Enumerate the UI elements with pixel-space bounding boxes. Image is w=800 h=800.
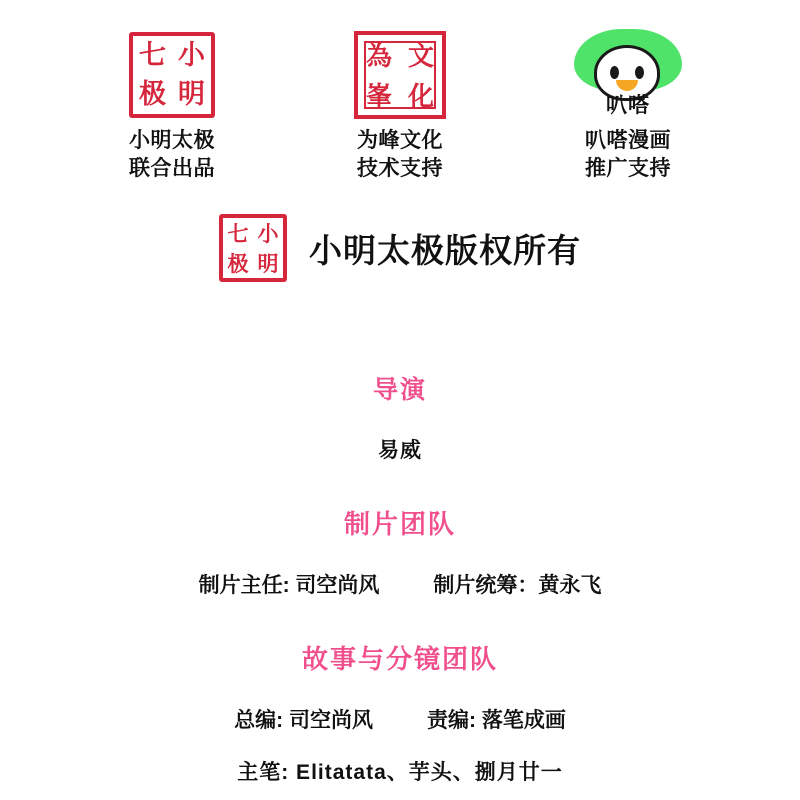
logo-caption-bada (585, 127, 671, 182)
credits-story-role-0: 总编: 司空尚风 (234, 709, 373, 733)
copyright-text: 小明太极版权所有 (309, 231, 581, 269)
logo-block-bada (553, 22, 703, 182)
copyright-row (0, 214, 800, 282)
green-blob-face (568, 29, 688, 121)
blob-eye-right (635, 66, 644, 79)
credits-story-roles (0, 704, 800, 734)
credits-heading-story-team: 故事与分镜团队 (301, 644, 498, 675)
bada-mascot-icon (568, 22, 688, 127)
credits-lead-artists: 主笔: Elitatata、芋头、捌月廿一 (237, 761, 563, 785)
logo-caption-weifeng (357, 127, 443, 182)
copyright-seal-char-4: 明 (257, 250, 279, 276)
seal-stamp-weifeng (354, 22, 446, 127)
copyright-seal-char-3: 极 (227, 250, 249, 276)
seal-stamp-xiaoming (129, 22, 215, 127)
logo-caption-line2: 推广支持 (585, 156, 671, 180)
seal-char-1: 七 (139, 39, 166, 71)
blob-eye-left (610, 66, 619, 79)
seal-char-4: 明 (178, 78, 205, 110)
logo-caption-line2: 技术支持 (357, 156, 443, 180)
credits-section (0, 330, 800, 786)
credits-heading-production-team: 制片团队 (343, 509, 456, 540)
seal-char-2: 小 (178, 39, 205, 71)
logo-caption-line1: 叭嗒漫画 (585, 129, 671, 152)
logo-caption-line1: 小明太极 (129, 129, 215, 152)
logo-caption-line2: 联合出品 (129, 156, 215, 180)
copyright-seal-char-2: 小 (257, 220, 279, 246)
seal2-char-1: 為 (365, 42, 392, 72)
credits-production-role-0: 制片主任: 司空尚风 (198, 574, 380, 598)
partner-logos-row (0, 0, 800, 182)
logo-caption-line1: 为峰文化 (357, 129, 443, 152)
seal2-char-4: 化 (407, 82, 434, 112)
credits-production-role-1: 制片统筹：黄永飞 (433, 574, 602, 598)
credits-heading-director: 导演 (372, 376, 427, 405)
seal-char-3: 极 (139, 78, 166, 110)
bada-logo-text: 叭嗒 (606, 93, 650, 117)
seal-square (129, 32, 215, 118)
copyright-seal-icon (219, 214, 287, 282)
credits-production-roles (0, 569, 800, 599)
seal2-char-3: 峯 (365, 82, 392, 112)
seal-square-outlined (354, 31, 446, 119)
credits-story-role-1: 责编: 落笔成画 (427, 709, 566, 733)
logo-block-weifeng (325, 22, 475, 182)
seal2-char-2: 文 (407, 42, 434, 72)
copyright-seal-char-1: 七 (227, 220, 249, 246)
logo-block-xiaoming-taiji (97, 22, 247, 182)
logo-caption-xiaoming (129, 127, 215, 182)
credits-director-name: 易威 (378, 439, 422, 463)
